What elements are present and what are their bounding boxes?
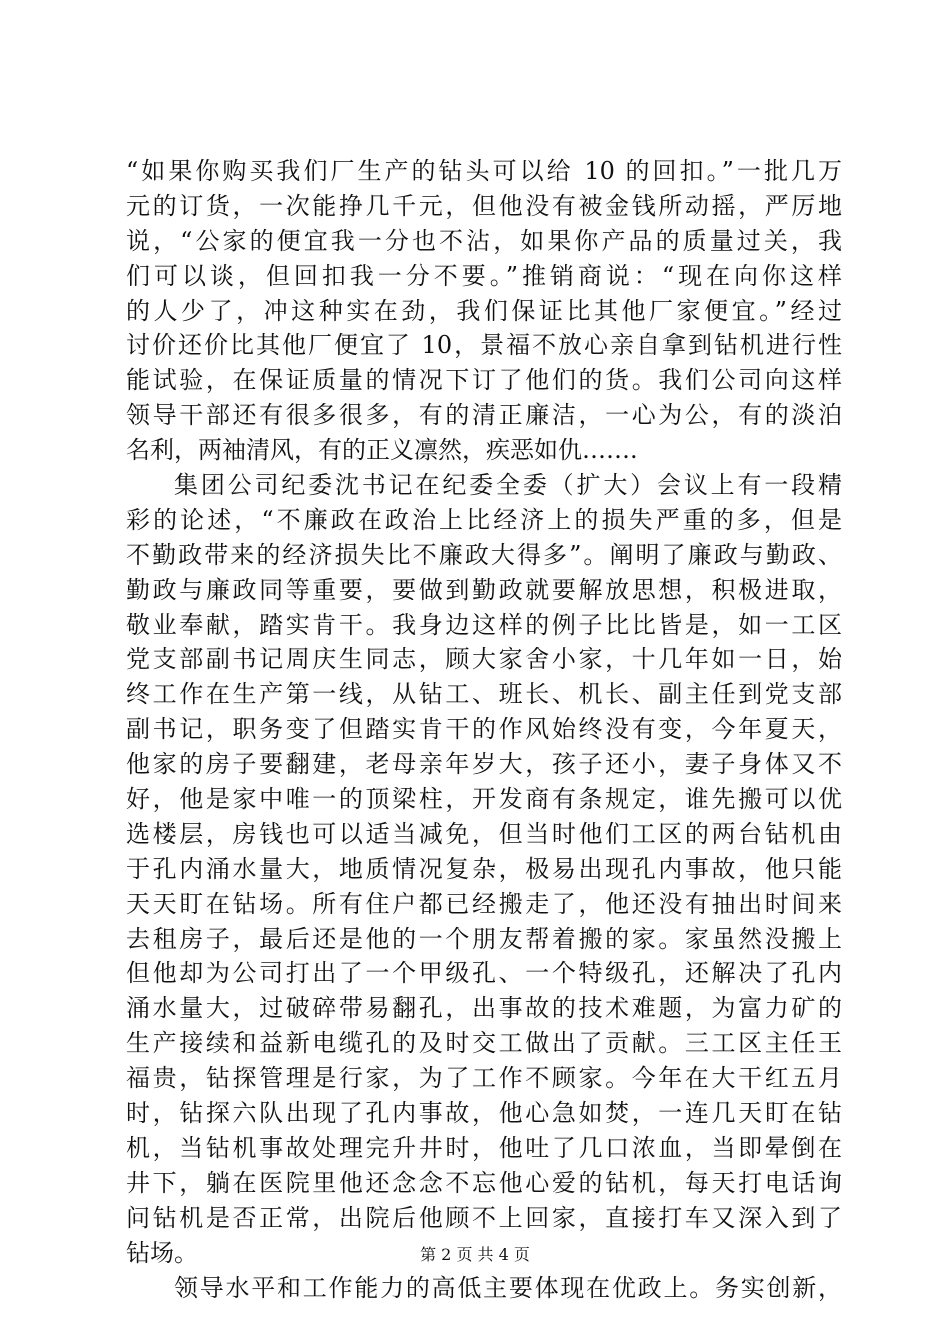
paragraph-start-line: 领导水平和工作能力的高低主要体现在优政上。务实创新， <box>174 1273 842 1302</box>
text-line: 说，“公家的便宜我一分也不沾，如果你产品的质量过关，我 <box>126 226 842 255</box>
text-line: 不勤政带来的经济损失比不廉政大得多”。阐明了廉政与勤政、 <box>126 540 842 569</box>
text-line: 去租房子，最后还是他的一个朋友帮着搬的家。家虽然没搬上 <box>126 924 842 953</box>
text-line: 时，钻探六队出现了孔内事故，他心急如焚，一连几天盯在钻 <box>126 1099 842 1128</box>
text-line: 副书记，职务变了但踏实肯干的作风始终没有变，今年夏天， <box>126 715 842 744</box>
text-line: 天天盯在钻场。所有住户都已经搬走了，他还没有抽出时间来 <box>126 889 842 918</box>
text-line: 涌水量大，过破碎带易翻孔，出事故的技术难题，为富力矿的 <box>126 994 842 1023</box>
text-line: 但他却为公司打出了一个甲级孔、一个特级孔，还解决了孔内 <box>126 959 842 988</box>
paragraph-start-line: 集团公司纪委沈书记在纪委全委（扩大）会议上有一段精 <box>174 471 842 500</box>
text-line: 名利，两袖清风，有的正义凛然，疾恶如仇……. <box>126 436 638 465</box>
text-line: 井下，躺在医院里他还念念不忘他心爱的钻机，每天打电话询 <box>126 1168 842 1197</box>
text-line: 领导干部还有很多很多，有的清正廉洁，一心为公，有的淡泊 <box>126 401 842 430</box>
text-line: 敬业奉献，踏实肯干。我身边这样的例子比比皆是，如一工区 <box>126 610 842 639</box>
text-line: 终工作在生产第一线，从钻工、班长、机长、副主任到党支部 <box>126 680 842 709</box>
text-line: 福贵，钻探管理是行家，为了工作不顾家。今年在大干红五月 <box>126 1064 842 1093</box>
body-text <box>126 154 842 1305</box>
text-line: 好，他是家中唯一的顶梁柱，开发商有条规定，谁先搬可以优 <box>126 785 842 814</box>
text-line: 勤政与廉政同等重要，要做到勤政就要解放思想，积极进取， <box>126 575 842 604</box>
text-line: 生产接续和益新电缆孔的及时交工做出了贡献。三工区主任王 <box>126 1029 842 1058</box>
text-line: 能试验，在保证质量的情况下订了他们的货。我们公司向这样 <box>126 366 842 395</box>
text-line: 问钻机是否正常，出院后他顾不上回家，直接打车又深入到了 <box>126 1203 842 1232</box>
text-line: 党支部副书记周庆生同志，顾大家舍小家，十几年如一日，始 <box>126 645 842 674</box>
page-number-footer: 第 2 页 共 4 页 <box>420 1245 530 1264</box>
text-line: 他家的房子要翻建，老母亲年岁大，孩子还小，妻子身体又不 <box>126 750 842 779</box>
text-line: “如果你购买我们厂生产的钻头可以给 10 的回扣。”一批几万 <box>126 157 842 185</box>
text-line: 于孔内涌水量大，地质情况复杂，极易出现孔内事故，他只能 <box>126 854 842 883</box>
text-line: 的人少了，冲这种实在劲，我们保证比其他厂家便宜。”经过 <box>126 296 842 325</box>
text-line: 机，当钻机事故处理完升井时，他吐了几口浓血，当即晕倒在 <box>126 1133 842 1162</box>
text-line: 们可以谈，但回扣我一分不要。”推销商说：“现在向你这样 <box>126 261 842 290</box>
text-line: 彩的论述，“不廉政在政治上比经济上的损失严重的多，但是 <box>126 505 842 534</box>
text-line: 元的订货，一次能挣几千元，但他没有被金钱所动摇，严厉地 <box>126 191 842 220</box>
text-line: 选楼层，房钱也可以适当减免，但当时他们工区的两台钻机由 <box>126 819 842 848</box>
text-line: 钻场。 <box>126 1238 198 1267</box>
text-line: 讨价还价比其他厂便宜了 10，景福不放心亲自拿到钻机进行性 <box>126 331 842 360</box>
